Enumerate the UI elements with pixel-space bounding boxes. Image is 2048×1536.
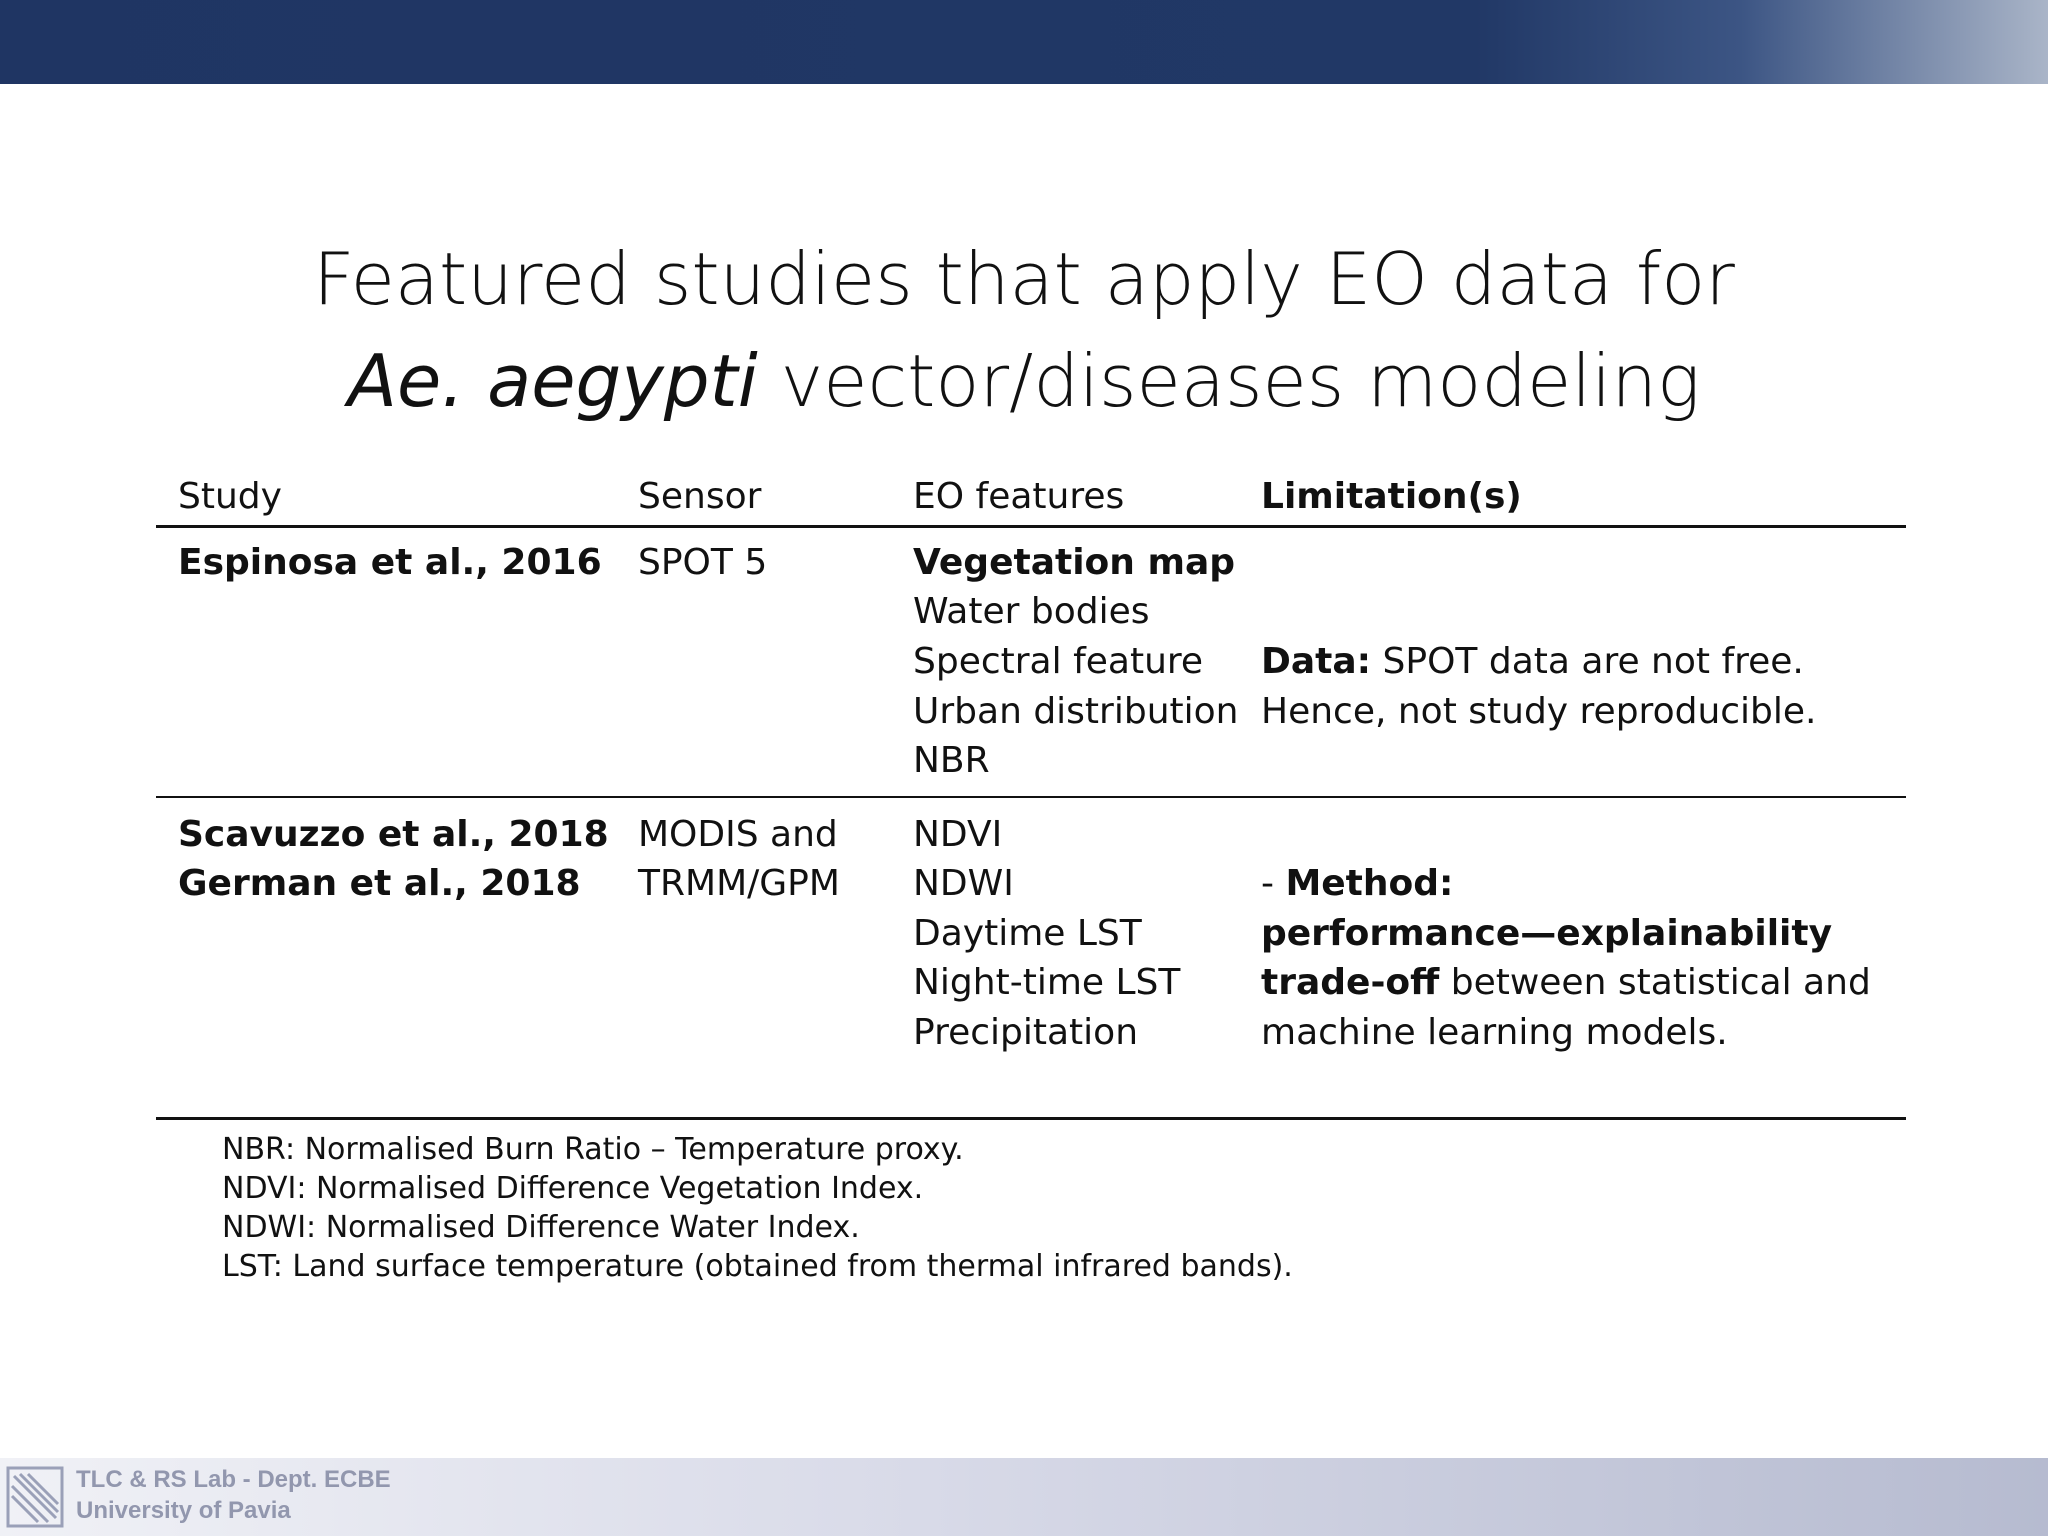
row2-sensor-line-1: MODIS and: [638, 814, 838, 855]
row2-feature-4: Night-time LST: [913, 962, 1181, 1003]
footer-lab: TLC & RS Lab - Dept. ECBE: [76, 1466, 391, 1493]
table-top-rule: [156, 525, 1906, 528]
note-ndwi: NDWI: Normalised Difference Water Index.: [222, 1210, 860, 1245]
title-line-1: Featured studies that apply EO data for: [313, 237, 1735, 321]
header-study: Study: [178, 476, 282, 517]
title-line-2: [0, 330, 2048, 432]
row1-limitation-text: SPOT data are not free.: [1371, 641, 1804, 682]
note-ndvi: NDVI: Normalised Difference Vegetation Index.: [222, 1171, 924, 1206]
row1-feature-4: Urban distribution: [913, 691, 1239, 732]
footer-university: University of Pavia: [76, 1497, 291, 1524]
row2-limitation-line-4: machine learning models.: [1261, 1012, 1728, 1053]
row2-feature-2: NDWI: [913, 863, 1014, 904]
row2-limitation-label: Method:: [1285, 863, 1454, 904]
row2-feature-3: Daytime LST: [913, 913, 1142, 954]
row2-limitation-rest: between statistical and: [1439, 962, 1871, 1003]
header-bar: [0, 0, 2048, 84]
footer-text: [76, 1464, 391, 1526]
header-limitations: Limitation(s): [1261, 476, 1522, 517]
row2-limitation-bold-tail: trade-off: [1261, 962, 1440, 1003]
slide-title: [0, 228, 2048, 432]
university-logo-icon: [6, 1466, 64, 1528]
abbreviation-notes: [222, 1130, 1293, 1286]
row2-limitation-line-2: performance—explainability: [1261, 913, 1833, 954]
row1-limitation-label: Data:: [1261, 641, 1372, 682]
header-eo-features: EO features: [913, 476, 1125, 517]
row2-feature-5: Precipitation: [913, 1012, 1139, 1053]
row2-sensor-line-2: TRMM/GPM: [638, 863, 840, 904]
row1-sensor: SPOT 5: [638, 542, 768, 583]
row1-limitation-line-2: Hence, not study reproducible.: [1261, 691, 1817, 732]
header-sensor: Sensor: [638, 476, 762, 517]
row1-feature-5: NBR: [913, 740, 990, 781]
table-mid-rule: [156, 796, 1906, 798]
footer-bar: [0, 1458, 2048, 1536]
table-bottom-rule: [156, 1117, 1906, 1120]
row2-study-1: Scavuzzo et al., 2018: [178, 814, 609, 855]
row1-feature-2: Water bodies: [913, 591, 1150, 632]
row1-limitation-line-1: [1261, 637, 1804, 687]
title-line-2-rest: vector/diseases modeling: [757, 339, 1701, 423]
row2-limitation-line-1: [1261, 859, 1453, 909]
row2-study-2: German et al., 2018: [178, 863, 581, 904]
row1-study: Espinosa et al., 2016: [178, 542, 602, 583]
species-name: Ae. aegypti: [347, 339, 758, 423]
row1-feature-1: Vegetation map: [913, 542, 1236, 583]
row2-feature-1: NDVI: [913, 814, 1003, 855]
row2-limitation-line-3: [1261, 958, 1871, 1008]
note-nbr: NBR: Normalised Burn Ratio – Temperature proxy.: [222, 1132, 964, 1167]
row2-limitation-prefix: -: [1261, 863, 1286, 904]
note-lst: LST: Land surface temperature (obtained from thermal infrared bands).: [222, 1249, 1293, 1284]
row1-feature-3: Spectral feature: [913, 641, 1204, 682]
